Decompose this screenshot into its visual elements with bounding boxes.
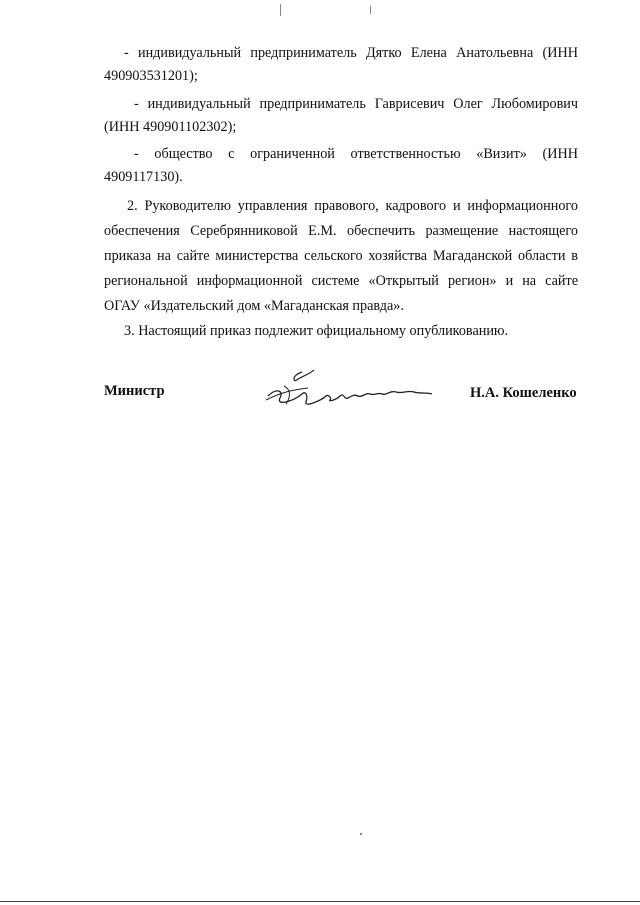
handwritten-signature [262, 366, 442, 414]
list-item-3-line1: - общество с ограниченной ответственностью «Визит» (ИНН [134, 146, 578, 162]
point-2-line1: 2. Руководителю управления правового, кадрового и информационного [127, 198, 578, 214]
page-bottom-edge [0, 901, 640, 902]
list-item-2-line1: - индивидуальный предприниматель Гаврисевич Олег Любомирович [134, 96, 578, 112]
signatory-name: Н.А. Кошеленко [470, 385, 577, 401]
list-item-2-line2: (ИНН 490901102302); [104, 119, 237, 135]
scan-mark [370, 6, 371, 14]
list-item-1-line1: - индивидуальный предприниматель Дятко Елена Анатольевна (ИНН [124, 45, 578, 61]
point-2-line2: обеспечения Серебрянниковой Е.М. обеспечить размещение настоящего [104, 223, 578, 239]
list-item-1-line2: 490903531201); [104, 68, 198, 84]
point-2-line4: региональной информационной системе «Открытый регион» и на сайте [104, 273, 578, 289]
scan-mark [360, 833, 362, 835]
list-item-3-line2: 4909117130). [104, 169, 183, 185]
point-2-line5: ОГАУ «Издательский дом «Магаданская правда». [104, 298, 404, 314]
point-2-line3: приказа на сайте министерства сельского хозяйства Магаданской области в [104, 248, 578, 264]
scan-mark [280, 4, 281, 16]
point-3-line1: 3. Настоящий приказ подлежит официальному опубликованию. [124, 323, 509, 339]
signatory-position: Министр [104, 383, 165, 399]
